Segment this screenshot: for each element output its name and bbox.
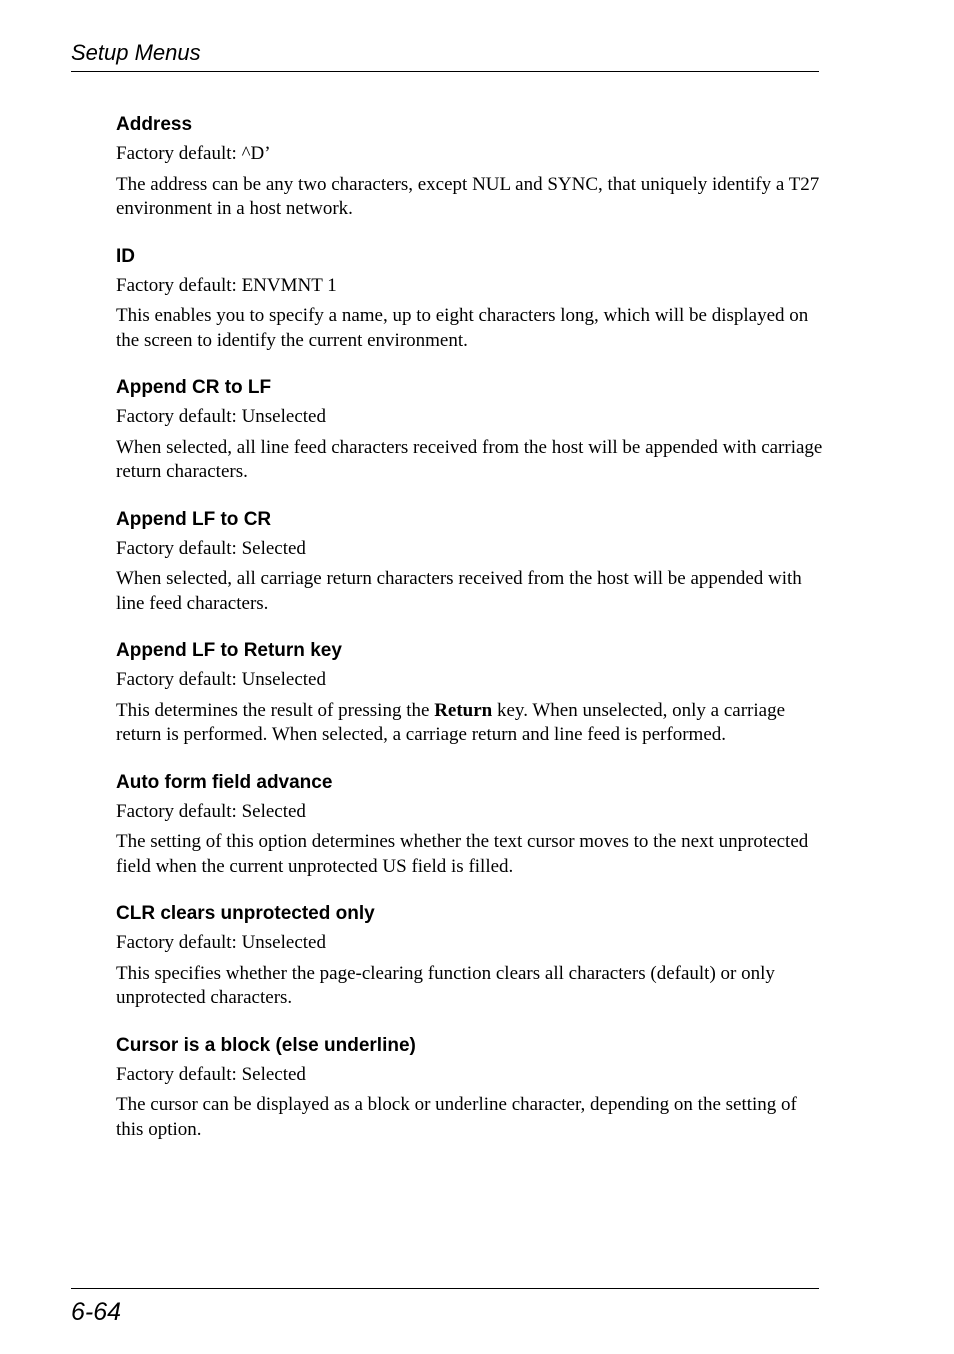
section-heading: CLR clears unprotected only [116,903,375,924]
section-heading: Append LF to Return key [116,640,342,661]
section-description: This specifies whether the page-clearing function clears all characters (default) or only unprotected characters. [116,962,775,1008]
section-append-cr-to-lf [116,375,828,485]
factory-default: Factory default: Unselected [116,406,326,427]
section-address [116,112,828,222]
page-number: 6-64 [71,1298,122,1326]
page-header [71,38,819,72]
section-heading: ID [116,245,135,267]
section-append-lf-to-return-key [116,638,828,748]
section-description: The address can be any two characters, except NUL and SYNC, that uniquely identify a T27 environment in a host network. [116,173,820,219]
return-key-label: Return [434,699,493,721]
section-id [116,244,828,354]
section-heading: Address [116,114,193,135]
section-description: The cursor can be displayed as a block or underline character, depending on the setting of this option. [116,1094,797,1140]
header-title: Setup Menus [71,40,201,65]
section-description [116,699,828,748]
factory-default: Factory default: ENVMNT 1 [116,274,337,296]
page-content [116,112,828,1164]
factory-default: Factory default: Selected [116,537,306,559]
section-append-lf-to-cr [116,507,828,617]
section-description: When selected, all line feed characters received from the host will be appended with carriage return characters. [116,436,823,482]
section-heading: Cursor is a block (else underline) [116,1034,416,1056]
section-description: When selected, all carriage return characters received from the host will be appended with line feed characters. [116,568,802,614]
factory-default: Factory default: Selected [116,800,306,822]
description-text: This determines the result of pressing the [116,699,435,721]
factory-default: Factory default: Selected [116,1063,306,1085]
section-description: This enables you to specify a name, up to eight characters long, which will be displayed on the screen to identify the current environment. [116,305,809,351]
factory-default: Factory default: ^D’ [116,143,271,164]
section-clr-clears-unprotected-only [116,901,828,1011]
section-cursor-is-a-block [116,1033,828,1143]
section-auto-form-field-advance [116,770,828,880]
factory-default: Factory default: Unselected [116,669,326,690]
description-text: key. When unselected, only a carriage return is performed. When selected, a carriage return and line feed is performed. [116,699,786,745]
section-heading: Append LF to CR [116,508,272,530]
section-heading: Append CR to LF [116,377,272,398]
page-footer [71,1288,819,1326]
section-heading: Auto form field advance [116,771,333,793]
factory-default: Factory default: Unselected [116,932,326,953]
section-description: The setting of this option determines whether the text cursor moves to the next unprotected field when the current unprotected US field is filled. [116,831,809,877]
